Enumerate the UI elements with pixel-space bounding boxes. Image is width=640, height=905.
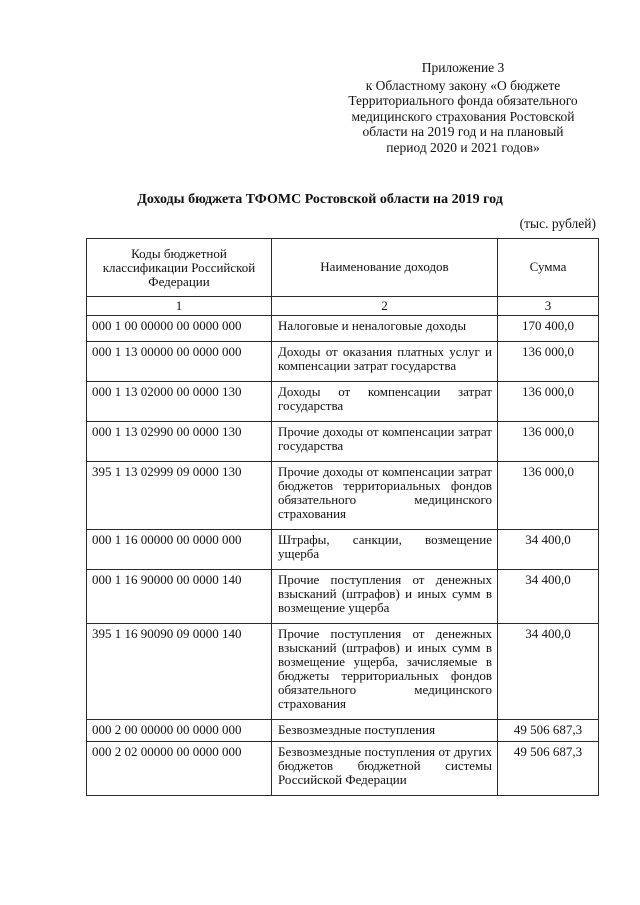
- appendix-block: [318, 60, 608, 156]
- table-row: [87, 316, 599, 342]
- table-row: [87, 422, 599, 462]
- row-code: 395 1 13 02999 09 0000 130: [87, 462, 272, 530]
- unit-note: (тыс. рублей): [519, 216, 596, 231]
- row-name: Прочие доходы от компенсации затрат государства: [272, 422, 498, 462]
- row-sum: 136 000,0: [498, 422, 599, 462]
- table-row: [87, 462, 599, 530]
- column-number: 1: [87, 297, 272, 316]
- row-sum: 136 000,0: [498, 342, 599, 382]
- header-code: Коды бюджетной классификации Российской Федерации: [87, 239, 272, 297]
- column-number: 3: [498, 297, 599, 316]
- row-name: Доходы от оказания платных услуг и компенсации затрат государства: [272, 342, 498, 382]
- row-name: Прочие доходы от компенсации затрат бюджетов территориальных фондов обязательного медицинского страхования: [272, 462, 498, 530]
- row-name: Безвозмездные поступления: [272, 720, 498, 742]
- row-sum: 34 400,0: [498, 570, 599, 624]
- appendix-line: области на 2019 год и на плановый: [362, 124, 564, 140]
- row-code: 000 1 13 02000 00 0000 130: [87, 382, 272, 422]
- table-row: [87, 382, 599, 422]
- row-code: 000 2 02 00000 00 0000 000: [87, 742, 272, 796]
- row-sum: 34 400,0: [498, 530, 599, 570]
- appendix-line: период 2020 и 2021 годов»: [386, 139, 540, 155]
- income-table: [86, 238, 599, 796]
- row-sum: 136 000,0: [498, 462, 599, 530]
- row-name: Безвозмездные поступления от других бюджетов бюджетной системы Российской Федерации: [272, 742, 498, 796]
- row-code: 000 1 16 90000 00 0000 140: [87, 570, 272, 624]
- row-name: Прочие поступления от денежных взысканий (штрафов) и иных сумм в возмещение ущерба: [272, 570, 498, 624]
- document-title: Доходы бюджета ТФОМС Ростовской области на 2019 год: [137, 192, 503, 207]
- row-name: Прочие поступления от денежных взысканий (штрафов) и иных сумм в возмещение ущерба, зачисляемые в бюджеты территориальных фондов обязательного медицинского страхования: [272, 624, 498, 720]
- row-name: Доходы от компенсации затрат государства: [272, 382, 498, 422]
- row-sum: 170 400,0: [498, 316, 599, 342]
- row-name: Налоговые и неналоговые доходы: [272, 316, 498, 342]
- appendix-label: Приложение 3: [421, 60, 505, 75]
- appendix-line: медицинского страхования Ростовской: [351, 108, 575, 124]
- row-code: 000 1 13 00000 00 0000 000: [87, 342, 272, 382]
- row-sum: 49 506 687,3: [498, 720, 599, 742]
- row-sum: 136 000,0: [498, 382, 599, 422]
- column-number-row: [87, 297, 599, 316]
- table-row: [87, 342, 599, 382]
- row-sum: 34 400,0: [498, 624, 599, 720]
- row-code: 000 1 00 00000 00 0000 000: [87, 316, 272, 342]
- table-row: [87, 570, 599, 624]
- appendix-line: Территориального фонда обязательного: [348, 93, 578, 109]
- row-code: 000 2 00 00000 00 0000 000: [87, 720, 272, 742]
- row-name: Штрафы, санкции, возмещение ущерба: [272, 530, 498, 570]
- column-number: 2: [272, 297, 498, 316]
- row-code: 000 1 16 00000 00 0000 000: [87, 530, 272, 570]
- header-name: Наименование доходов: [272, 239, 498, 297]
- table-row: [87, 720, 599, 742]
- table-row: [87, 530, 599, 570]
- table-row: [87, 742, 599, 796]
- table-header-row: [87, 239, 599, 297]
- row-code: 395 1 16 90090 09 0000 140: [87, 624, 272, 720]
- appendix-line: к Областному закону «О бюджете: [365, 77, 561, 93]
- header-sum: Сумма: [498, 239, 599, 297]
- row-code: 000 1 13 02990 00 0000 130: [87, 422, 272, 462]
- table-row: [87, 624, 599, 720]
- row-sum: 49 506 687,3: [498, 742, 599, 796]
